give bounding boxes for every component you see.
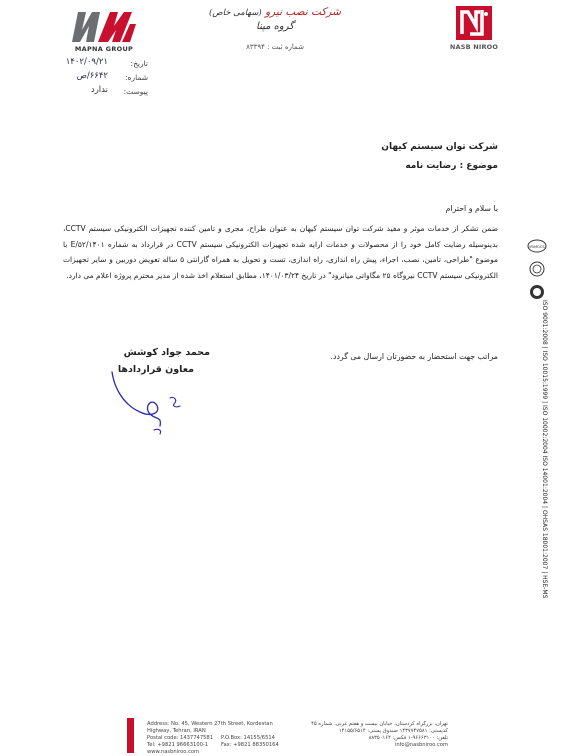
handwritten-signature bbox=[100, 368, 195, 440]
irimocs-logo-label: IRIMOCS bbox=[529, 244, 545, 249]
company-name bbox=[200, 6, 350, 18]
signer-name: محمد جواد کوشش bbox=[123, 347, 210, 358]
attachment-row bbox=[38, 85, 148, 99]
company-group: گروه مپنا bbox=[256, 21, 294, 32]
company-name-text: شرکت نصب نیرو bbox=[265, 6, 341, 18]
page-footer bbox=[0, 718, 565, 753]
footer-fax: Fax: +9821 88350164 bbox=[221, 742, 279, 748]
irimocs-logo-icon bbox=[527, 239, 547, 253]
mapna-logo bbox=[64, 8, 144, 53]
number-label: شماره: bbox=[125, 73, 148, 82]
date-row bbox=[38, 57, 148, 71]
footer-website[interactable]: www.nasbniroo.com bbox=[147, 749, 200, 755]
nasb-niroo-logo-icon bbox=[454, 4, 494, 42]
number-row bbox=[38, 71, 148, 85]
letter-body: ضمن تشکر از خدمات موثر و مفید شرکت توان سیستم کیهان به عنوان طراح، مجری و تامین کننده تجهیزات الکترونیکی سیستم CCTV، بدینوسیله رضایت کامل خود را از محصولات و خدمات ارایه شده تجهیزات الکترونیکی سیستم CCTV در قرارداد به شماره ۱۴۰۱/E/۵۲ با موضوع "طراحی، تامین، نصب، اجراء، پیش راه اندازی، راه اندازی، تست و تحویل به همراه گارانتی ۵ ساله تعویض دوربین و سایر تجهیزات الکترونیکی سیستم CCTV نیروگاه ۲۵ مگاواتی میانرود" در تاریخ ۱۴۰۱/۰۳/۲۴، مطابق استعلام اخذ شده از مدیر محترم پروژه اعلام می دارد. bbox=[63, 224, 498, 280]
signature-icon bbox=[100, 368, 195, 436]
footer-address-line-1: Address: No. 45, Western 27th Street, Kordestan bbox=[147, 721, 273, 727]
footer-address-persian bbox=[290, 721, 448, 749]
footer-fa-address: تهران، بزرگراه کردستان، خیابان بیست و هفتم غربی، شماره ۴۵ bbox=[311, 721, 448, 727]
footer-fa-phone: تلفن: ۹۶۶۶۳۱۰۰-۱ فکس: ۸۸۳۵۰۱۶۴ bbox=[368, 735, 448, 741]
attachment-value: ندارد bbox=[90, 85, 108, 95]
footer-fa-email[interactable]: info@nasbniroo.com bbox=[394, 742, 448, 748]
footer-address-line-2: Highway, Tehran, IRAN bbox=[147, 728, 206, 734]
mapna-logo-text: MAPNA GROUP bbox=[74, 45, 134, 53]
recipient: شرکت توان سیستم کیهان bbox=[381, 142, 498, 152]
footer-tel: Tel: +9821 96663100-1 bbox=[147, 742, 209, 748]
certification-standards bbox=[523, 300, 551, 599]
date-value: ۱۴۰۲/۰۹/۲۱ bbox=[65, 57, 108, 67]
footer-address-english bbox=[147, 721, 287, 756]
certification-text: ISO 9001:2008 | ISO 10015:1999 | ISO 10002:2004 ISO 14001:2004 | OHSAS 18001:2007 | HSE-MS bbox=[541, 300, 548, 599]
footer-postal-code: Postal code: 1437747581 bbox=[147, 735, 214, 741]
mapna-logo-icon bbox=[64, 8, 144, 44]
subject-line: موضوع : رضایت نامه bbox=[405, 161, 498, 171]
certification-logos bbox=[527, 238, 547, 304]
signer-title: معاون قراردادها bbox=[117, 364, 194, 375]
footer-po-box: P.O.Box: 14155/6514 bbox=[221, 735, 275, 741]
nasb-niroo-logo bbox=[440, 4, 508, 51]
closing-line: مراتب جهت استحضار به حضورتان ارسال می گردد. bbox=[330, 352, 498, 361]
footer-fa-postal: کدپستی: ۱۴۳۷۷۴۷۵۸۱ صندوق پستی: ۱۴۱۵۵/۶۵۱۴ bbox=[338, 728, 448, 734]
greeting: با سلام و احترام bbox=[445, 204, 498, 213]
company-letterhead bbox=[200, 6, 350, 51]
letter-meta bbox=[38, 57, 148, 99]
company-type: (سهامی خاص) bbox=[209, 8, 262, 18]
registration-number: شماره ثبت : ۸۳۳۹۴ bbox=[246, 43, 304, 51]
number-value: ۶۶۴۲/ص bbox=[76, 71, 108, 81]
date-label: تاریخ: bbox=[130, 59, 148, 68]
footer-accent-bar bbox=[127, 718, 134, 753]
nasb-niroo-logo-text: NASB NIROO bbox=[449, 43, 499, 51]
certification-badge-icon bbox=[527, 284, 547, 300]
certification-seal-icon bbox=[527, 261, 547, 277]
attachment-label: پیوست: bbox=[123, 87, 148, 96]
